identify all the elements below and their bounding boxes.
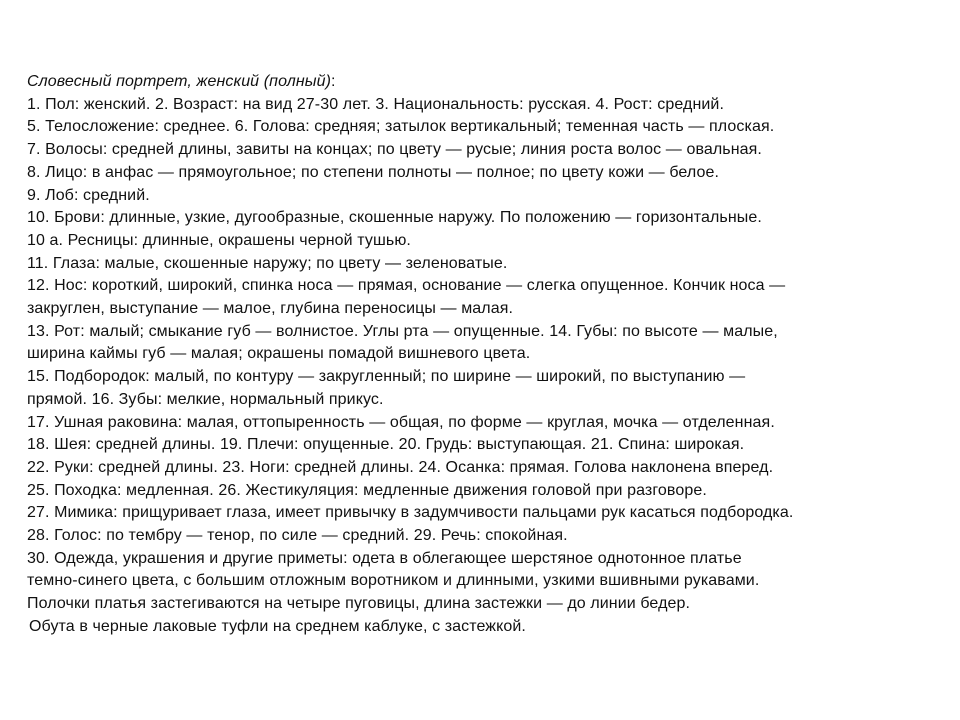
text-line-23: Полочки платья застегиваются на четыре пуговицы, длина застежки — до линии бедер. <box>27 595 691 613</box>
text-line-18: 25. Походка: медленная. 26. Жестикуляция: медленные движения головой при разговоре. <box>27 481 707 499</box>
text-line-17: 22. Руки: средней длины. 23. Ноги: средней длины. 24. Осанка: прямая. Голова наклонена вперед. <box>27 458 774 476</box>
text-line-13: 15. Подбородок: малый, по контуру — закругленный; по ширине — широкий, по выступанию — <box>27 368 746 386</box>
document-title-suffix: : <box>331 73 336 90</box>
text-line-7: 10 а. Ресницы: длинные, окрашены черной тушью. <box>27 231 411 249</box>
document-title <box>27 71 947 94</box>
text-line-22: темно-синего цвета, с большим отложным воротником и длинными, узкими вшивными рукавами. <box>27 572 760 590</box>
text-line-1: 1. Пол: женский. 2. Возраст: на вид 27-30 лет. 3. Национальность: русская. 4. Рост: средний. <box>27 95 725 113</box>
text-line-14: прямой. 16. Зубы: мелкие, нормальный прикус. <box>27 390 384 408</box>
text-line-24: Обута в черные лаковые туфли на среднем каблуке, с застежкой. <box>29 617 526 635</box>
document-text <box>27 71 947 639</box>
text-line-9: 12. Нос: короткий, широкий, спинка носа — прямая, основание — слегка опущенное. Кончик носа — <box>27 277 786 295</box>
text-line-19: 27. Мимика: прищуривает глаза, имеет привычку в задумчивости пальцами рук касаться подбородка. <box>27 504 794 522</box>
text-line-11: 13. Рот: малый; смыкание губ — волнистое. Углы рта — опущенные. 14. Губы: по высоте — малые, <box>27 322 778 340</box>
text-line-3: 7. Волосы: средней длины, завиты на концах; по цвету — русые; линия роста волос — овальная. <box>27 141 762 159</box>
text-line-15: 17. Ушная раковина: малая, оттопыренность — общая, по форме — круглая, мочка — отделенная. <box>27 413 775 431</box>
text-line-16: 18. Шея: средней длины. 19. Плечи: опущенные. 20. Грудь: выступающая. 21. Спина: широкая. <box>27 436 745 454</box>
text-line-8: 11. Глаза: малые, скошенные наружу; по цвету — зеленоватые. <box>27 254 508 272</box>
text-line-20: 28. Голос: по тембру — тенор, по силе — средний. 29. Речь: спокойная. <box>27 527 568 545</box>
text-line-2: 5. Телосложение: среднее. 6. Голова: средняя; затылок вертикальный; теменная часть — плоская. <box>27 118 775 136</box>
text-line-21: 30. Одежда, украшения и другие приметы: одета в облегающее шерстяное однотонное платье <box>27 549 742 567</box>
text-line-6: 10. Брови: длинные, узкие, дугообразные, скошенные наружу. По положению — горизонтальные. <box>27 209 762 227</box>
text-line-4: 8. Лицо: в анфас — прямоугольное; по степени полноты — полное; по цвету кожи — белое. <box>27 163 720 181</box>
text-line-5: 9. Лоб: средний. <box>27 186 150 204</box>
text-line-12: ширина каймы губ — малая; окрашены помадой вишневого цвета. <box>27 345 531 363</box>
text-line-10: закруглен, выступание — малое, глубина переносицы — малая. <box>27 300 514 318</box>
document-title-italic: Словесный портрет, женский (полный) <box>27 73 332 90</box>
